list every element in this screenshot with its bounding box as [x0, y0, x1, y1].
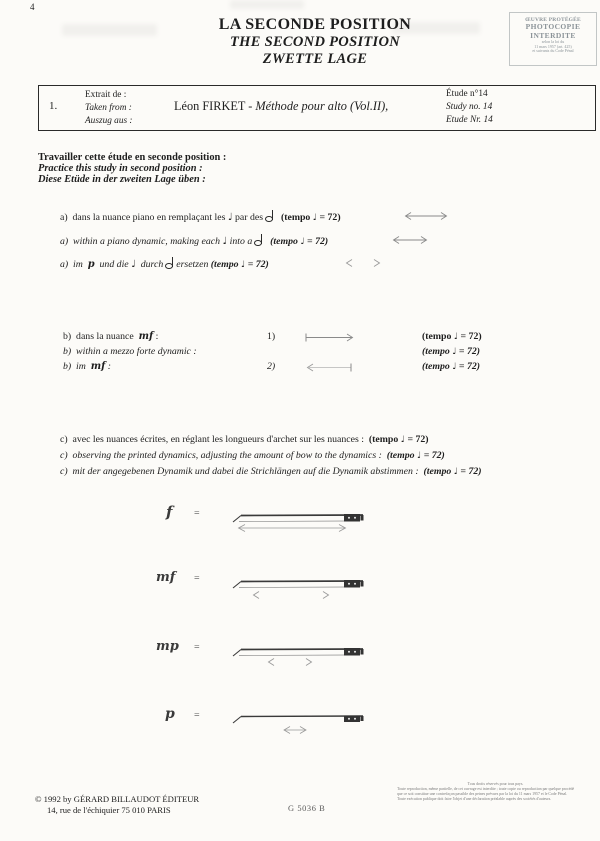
partial-bow-chevrons-icon [266, 657, 314, 667]
quarter-note-icon: ♩ [417, 451, 422, 461]
text-fragment: b) within a mezzo forte dynamic : [63, 346, 197, 357]
excerpt-author: Léon FIRKET - [174, 99, 256, 113]
stamp-line: PHOTOCOPIE [525, 22, 581, 31]
instruction-fr: Travailler cette étude en seconde position : [38, 152, 227, 163]
quarter-note-icon: ♩ [453, 467, 458, 477]
excerpt-label-de: Auszug aus : [85, 115, 133, 126]
section-c-line-de [60, 466, 598, 478]
stamp-line: INTERDITE [530, 30, 576, 40]
legal-notice [397, 782, 594, 802]
text-fragment: c) observing the printed dynamics, adjusting the amount of bow to the dynamics : [60, 450, 387, 461]
instruction-en: Practice this study in second position : [38, 163, 203, 174]
mf-dynamic-glyph: mf [138, 331, 154, 342]
tempo-marking: (tempo ♩ = 72) [422, 346, 480, 357]
forte-dynamic-label: f [166, 503, 173, 521]
tempo-marking: (tempo ♩ = 72) [210, 259, 269, 270]
chevron-to-bar-icon [305, 363, 355, 373]
etude-number-en: Study no. 14 [446, 102, 493, 112]
plate-number: G 5036 B [288, 804, 326, 813]
hairpin-chevrons-icon [344, 258, 382, 268]
section-c-line-en [60, 450, 595, 462]
half-note-icon [254, 234, 263, 246]
excerpt-number: 1. [49, 100, 58, 112]
equals-sign: = [194, 710, 200, 721]
quarter-note-icon: ♩ [312, 213, 318, 223]
text-fragment: into a [229, 236, 253, 247]
title-french: LA SECONDE POSITION [218, 16, 412, 33]
title-english: THE SECOND POSITION [229, 34, 401, 50]
section-c-line-fr [60, 434, 590, 446]
quarter-note-icon: ♩ [227, 212, 233, 223]
bow-icon [232, 577, 364, 590]
text-fragment: und die [99, 259, 129, 270]
copyright-line: © 1992 by GÉRARD BILLAUDOT ÉDITEUR [35, 794, 200, 804]
item-number: 2) [267, 361, 276, 372]
quarter-note-icon: ♩ [222, 236, 228, 247]
text-fragment: a) within a piano dynamic, making each [60, 236, 220, 247]
legal-line: Toute reproduction, même partielle, de cet ouvrage est interdite ; toute copie ou reproduction par quelque procédé [397, 787, 575, 791]
section-b-line-fr: b) dans la nuance mf : 1) (tempo ♩ = 72) [63, 331, 482, 342]
show-through-smudge [230, 0, 304, 9]
text-fragment: c) avec les nuances écrites, en réglant les longueurs d'archet sur les nuances : [60, 434, 369, 445]
instruction-de: Diese Etüde in der zweiten Lage üben : [38, 174, 206, 185]
stamp-line: ŒUVRE PROTÉGÉE [525, 17, 581, 23]
text-fragment: b) im [63, 361, 86, 372]
excerpt-labels [85, 89, 133, 127]
tempo-marking: (tempo ♩ = 72) [386, 450, 445, 461]
legal-line: Toute exécution publique doit faire l'objet d'une déclaration préalable auprès des sociétés d'auteurs. [397, 797, 552, 801]
quarter-note-icon: ♩ [131, 259, 136, 270]
stamp-line: 11 mars 1957 (art. 425) [534, 43, 572, 49]
text-fragment: a) dans la nuance piano en remplaçant les [60, 212, 226, 223]
etude-number-de: Etude Nr. 14 [446, 115, 493, 125]
stamp-line: selon la loi du [541, 39, 565, 44]
photocopy-warning-stamp [509, 12, 597, 66]
text-fragment: b) dans la nuance [63, 331, 134, 342]
short-bow-arrow-icon [281, 725, 309, 735]
bow-icon [232, 712, 364, 725]
title-german: ZWETTE LAGE [262, 51, 368, 67]
stamp-line: et suivants du Code Pénal [532, 48, 574, 54]
quarter-note-icon: ♩ [400, 435, 405, 445]
practice-instructions [38, 152, 226, 185]
excerpt-label-fr: Extrait de : [85, 90, 127, 100]
page-number: 4 [30, 2, 35, 12]
equals-sign: = [194, 508, 200, 519]
legal-line: que ce soit constitue une contrefaçon passible des peines prévues par la loi du 11 mars 1957 et le Code Pénal. [397, 792, 568, 796]
text-fragment: c) mit der angegebenen Dynamik und dabei die Strichlängen auf die Dynamik abstimmen : [60, 466, 424, 477]
partial-bow-chevrons-icon [251, 590, 331, 600]
etude-number-fr: Étude n°14 [446, 89, 488, 99]
full-bow-arrow-icon [235, 523, 349, 533]
section-a-line-en [60, 234, 328, 248]
item-number: 1) [267, 331, 276, 342]
excerpt-source [174, 99, 388, 114]
mf-dynamic-glyph: mf [90, 361, 106, 372]
excerpt-box [38, 85, 596, 131]
legal-line: Tous droits réservés pour tous pays. [467, 782, 524, 786]
quarter-note-icon: ♩ [452, 347, 457, 357]
equals-sign: = [194, 573, 200, 584]
quarter-note-icon: ♩ [300, 237, 305, 247]
section-a-line-fr [60, 210, 341, 224]
text-fragment: durch [140, 259, 164, 270]
text-fragment: ersetzen [176, 259, 209, 270]
double-arrow-icon [402, 211, 450, 221]
equals-sign: = [194, 642, 200, 653]
bar-to-arrow-icon [305, 333, 355, 343]
mezzoforte-dynamic-label: mf [156, 570, 176, 585]
excerpt-work-title: Méthode pour alto (Vol.II), [255, 99, 389, 113]
piano-dynamic-label: p [165, 706, 175, 722]
quarter-note-icon: ♩ [241, 260, 246, 270]
tempo-marking: (tempo ♩ = 72) [423, 466, 482, 477]
section-b-line-de: b) im mf : 2) (tempo ♩ = 72) [63, 361, 480, 372]
mezzopiano-dynamic-label: mp [156, 639, 179, 654]
half-note-icon [165, 257, 174, 269]
tempo-marking: (tempo ♩ = 72) [422, 331, 482, 342]
quarter-note-icon: ♩ [453, 332, 459, 342]
section-a-line-de [60, 257, 269, 271]
text-fragment: a) im [60, 259, 83, 270]
tempo-marking: (tempo ♩ = 72) [270, 236, 329, 247]
text-fragment: par des [235, 212, 264, 223]
etude-numbers [446, 88, 493, 127]
tempo-marking: (tempo ♩ = 72) [368, 434, 429, 445]
tempo-marking: (tempo ♩ = 72) [422, 361, 480, 372]
excerpt-label-en: Taken from : [85, 102, 132, 113]
quarter-note-icon: ♩ [452, 362, 457, 372]
tempo-marking: (tempo ♩ = 72) [280, 212, 341, 223]
half-note-icon [265, 210, 274, 222]
piano-dynamic-glyph: p [87, 259, 95, 270]
double-arrow-icon [390, 235, 430, 245]
publisher-address: 14, rue de l'échiquier 75 010 PARIS [47, 805, 171, 815]
section-b-line-en [63, 346, 593, 358]
